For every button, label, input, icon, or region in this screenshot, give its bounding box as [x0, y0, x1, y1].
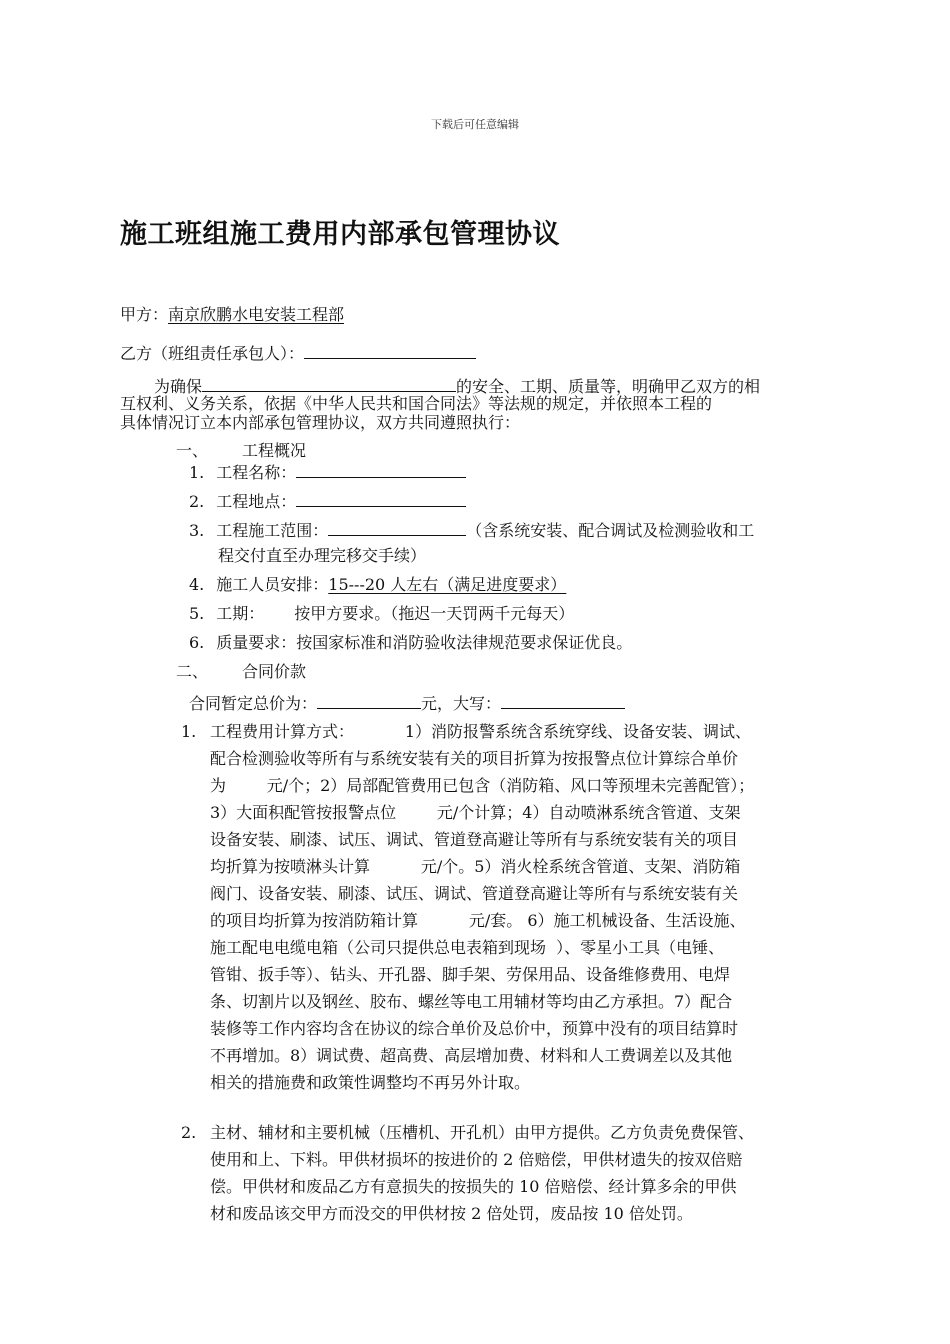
text-line: 条、切割片以及钢丝、胶布、螺丝等电工用辅材等均由乙方承担。7）配合 [210, 992, 733, 1011]
s1-item-1 [189, 459, 466, 484]
s1-item-3-cont: 程交付直至办理完移交手续） [218, 546, 427, 565]
s2-item-2-body [210, 1119, 855, 1227]
text-line: 使用和上、下料。甲供材损坏的按进价的 2 倍赔偿，甲供材遗失的按双倍赔 [210, 1150, 743, 1169]
text-line: 配合检测验收等所有与系统安装有关的项目折算为按报警点位计算综合单价 [210, 749, 739, 768]
item-num: 6. [189, 633, 205, 652]
item-num: 4. [189, 575, 205, 594]
item-num: 5. [189, 604, 205, 623]
text-line: 材和废品该交甲方而没交的甲供材按 2 倍处罚，废品按 10 倍处罚。 [210, 1204, 693, 1223]
s2-item-2-num: 2. [181, 1123, 197, 1142]
item-after: （含系统安装、配合调试及检测验收和工 [466, 521, 755, 540]
item-after: 按甲方要求。（拖迟一天罚两千元每天） [294, 604, 575, 623]
item-label: 工程名称： [216, 463, 297, 482]
contract-yuan-label: 元，大写： [421, 694, 502, 713]
intro-line-3: 具体情况订立本内部承包管理协议，双方共同遵照执行： [120, 413, 521, 432]
document-title: 施工班组施工费用内部承包管理协议 [120, 219, 560, 250]
item-num: 2. [189, 492, 205, 511]
item-label: 工程施工范围： [216, 521, 329, 540]
s1-item-4 [189, 574, 566, 596]
staffing-value: 15---20 人左右（满足进度要求） [328, 575, 567, 594]
project-location-blank [296, 488, 466, 507]
text-line: 设备安装、刷漆、试压、调试、管道登高避让等所有与系统安装有关的项目 [210, 830, 739, 849]
text-line: 不再增加。8）调试费、超高费、高层增加费、材料和人工费调差以及其他 [210, 1046, 733, 1065]
party-b-blank [304, 340, 476, 359]
party-b-line [120, 340, 476, 365]
section-2-heading [176, 661, 306, 683]
item-label: 工程地点： [216, 492, 297, 511]
party-a-label: 甲方： [120, 305, 169, 324]
text-line: 主材、辅材和主要机械（压槽机、开孔机）由甲方提供。乙方负责免费保管、 [210, 1123, 755, 1142]
item-label: 质量要求：按国家标准和消防验收法律规范要求保证优良。 [216, 633, 633, 652]
text-line: 相关的措施费和政策性调整均不再另外计取。 [210, 1073, 531, 1092]
contract-total-blank [317, 690, 421, 709]
section-1-title: 工程概况 [242, 441, 307, 460]
s1-item-6 [189, 632, 632, 654]
text-line: 为 元/个；2）局部配管费用已包含（消防箱、风口等预埋未完善配管）； [210, 776, 755, 795]
s1-item-3 [189, 517, 754, 542]
intro-prefix: 为确保 [154, 377, 203, 396]
section-1-num: 一、 [176, 441, 209, 460]
section-2-title: 合同价款 [242, 662, 307, 681]
item-num: 3. [189, 521, 205, 540]
intro-line-1-rest: 的安全、工期、质量等，明确甲乙双方的相 [456, 377, 761, 396]
header-note: 下载后可任意编辑 [431, 118, 519, 131]
text-line: 阀门、设备安装、刷漆、试压、调试、管道登高避让等所有与系统安装有关 [210, 884, 739, 903]
contract-uppercase-blank [501, 690, 625, 709]
contract-total-line [189, 690, 625, 715]
text-line: 3）大面积配管按报警点位 元/个计算；4）自动喷淋系统含管道、支架 [210, 803, 741, 822]
item-label: 施工人员安排： [216, 575, 329, 594]
s1-item-5 [189, 603, 574, 625]
item-num: 1. [189, 463, 205, 482]
text-line: 的项目均折算为按消防箱计算 元/套。 6）施工机械设备、生活设施、 [210, 911, 746, 930]
contract-total-label: 合同暂定总价为： [189, 694, 318, 713]
text-line: 施工配电电缆电箱（公司只提供总电表箱到现场 ）、零星小工具（电锤、 [210, 938, 725, 957]
section-2-num: 二、 [176, 662, 209, 681]
s1-item-2 [189, 488, 466, 513]
item-label: 工期： [216, 604, 265, 623]
text-line: 均折算为按喷淋头计算 元/个。5）消火栓系统含管道、支架、消防箱 [210, 857, 741, 876]
s2-item-1-num: 1. [181, 722, 197, 741]
text-line: 管钳、扳手等）、钻头、开孔器、脚手架、劳保用品、设备维修费用、电焊 [210, 965, 731, 984]
intro-line-2: 互权利、义务关系，依据《中华人民共和国合同法》等法规的规定，并依照本工程的 [120, 394, 713, 413]
s2-item-1-body [210, 718, 855, 1096]
project-name-blank [296, 459, 466, 478]
scope-blank [328, 517, 466, 536]
party-a-line [120, 304, 344, 326]
text-line: 装修等工作内容均含在协议的综合单价及总价中，预算中没有的项目结算时 [210, 1019, 739, 1038]
party-a-value: 南京欣鹏水电安装工程部 [168, 305, 345, 324]
text-line: 偿。甲供材和废品乙方有意损失的按损失的 10 倍赔偿、经计算多余的甲供 [210, 1177, 737, 1196]
text-line: 工程费用计算方式： 1）消防报警系统含系统穿线、设备安装、调试、 [210, 722, 752, 741]
project-blank [202, 373, 456, 392]
party-b-label: 乙方（班组责任承包人）： [120, 344, 305, 363]
